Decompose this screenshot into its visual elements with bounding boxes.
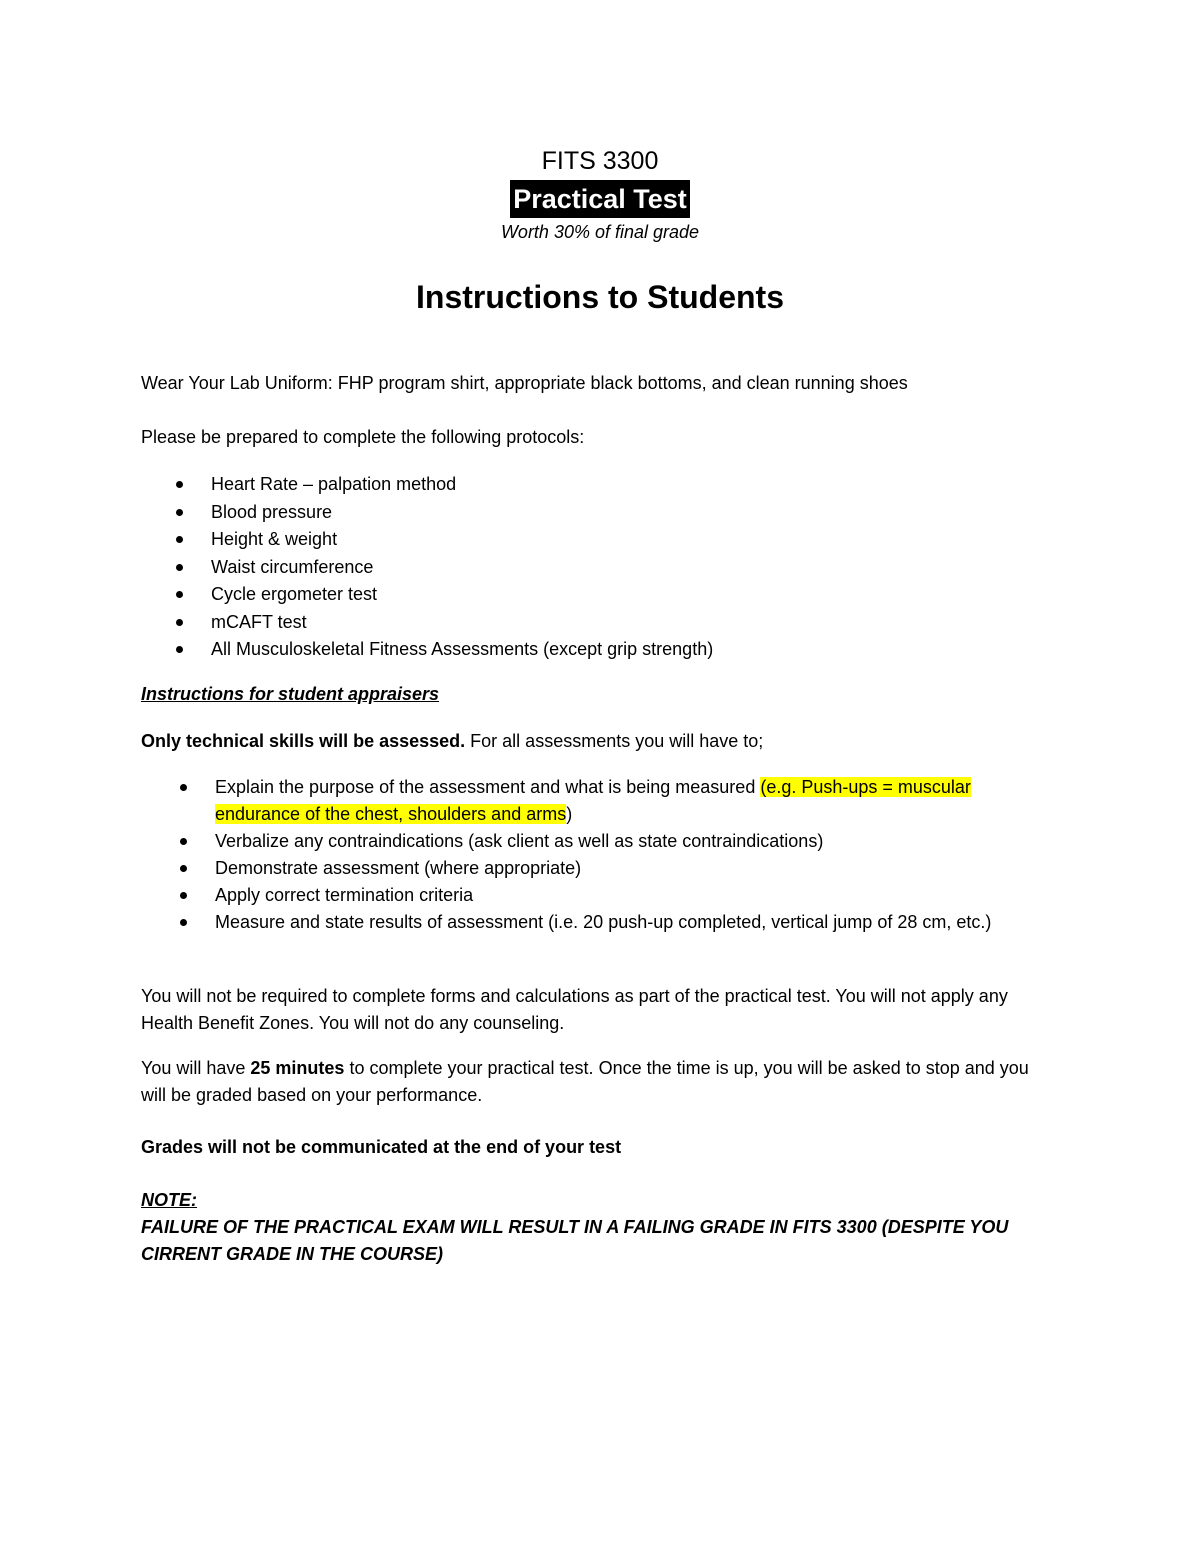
list-item: Heart Rate – palpation method <box>211 471 1061 499</box>
explain-text: Explain the purpose of the assessment and what is being measured <box>215 777 761 797</box>
list-item: mCAFT test <box>211 609 1061 637</box>
appraisers-heading: Instructions for student appraisers <box>141 684 440 704</box>
explain-close: ) <box>566 804 573 824</box>
list-item: Blood pressure <box>211 499 1061 527</box>
note-text: FAILURE OF THE PRACTICAL EXAM WILL RESULT IN A FAILING GRADE IN FITS 3300 (DESPITE YOU CIRRENT GRADE IN THE COURSE) <box>141 1217 1009 1264</box>
time-after: to complete your practical test. Once the time is up, you will be asked to stop and you will be graded based on your performance. <box>141 1058 1029 1105</box>
assessment-intro <box>141 728 1056 755</box>
uniform-instructions: Wear Your Lab Uniform: FHP program shirt, appropriate black bottoms, and clean running shoes <box>141 373 908 393</box>
list-item: Measure and state results of assessment (i.e. 20 push-up completed, vertical jump of 28 cm, etc.) <box>215 909 1055 936</box>
test-title-banner <box>0 180 1200 218</box>
forms-paragraph: You will not be required to complete forms and calculations as part of the practical test. You will not apply any Health Benefit Zones. You will not do any counseling. <box>141 986 1008 1033</box>
list-item: Verbalize any contraindications (ask client as well as state contraindications) <box>215 828 1055 855</box>
list-item <box>215 774 1055 828</box>
page-title: Instructions to Students <box>416 279 784 315</box>
time-before: You will have <box>141 1058 251 1078</box>
list-item: Waist circumference <box>211 554 1061 582</box>
grades-notice: Grades will not be communicated at the end of your test <box>141 1137 622 1157</box>
grade-weight-note: Worth 30% of final grade <box>500 222 700 242</box>
protocols-list <box>211 471 1061 664</box>
list-item: All Musculoskeletal Fitness Assessments (except grip strength) <box>211 636 1061 664</box>
list-item: Apply correct termination criteria <box>215 882 1055 909</box>
protocols-intro: Please be prepared to complete the following protocols: <box>141 427 585 447</box>
time-limit: 25 minutes <box>250 1058 345 1078</box>
note-block <box>141 1187 1056 1268</box>
assessment-intro-rest: For all assessments you will have to; <box>465 731 764 751</box>
list-item: Cycle ergometer test <box>211 581 1061 609</box>
test-title: Practical Test <box>510 180 690 218</box>
note-label: NOTE: <box>141 1190 197 1210</box>
assessment-intro-bold: Only technical skills will be assessed. <box>141 731 466 751</box>
list-item: Demonstrate assessment (where appropriate) <box>215 855 1055 882</box>
appraiser-tasks-list <box>215 774 1055 936</box>
list-item: Height & weight <box>211 526 1061 554</box>
highlighted-example: (e.g. Push-ups = muscular endurance of the chest, shoulders and arms <box>215 777 971 824</box>
course-code: FITS 3300 <box>541 147 659 175</box>
time-paragraph <box>141 1055 1056 1109</box>
